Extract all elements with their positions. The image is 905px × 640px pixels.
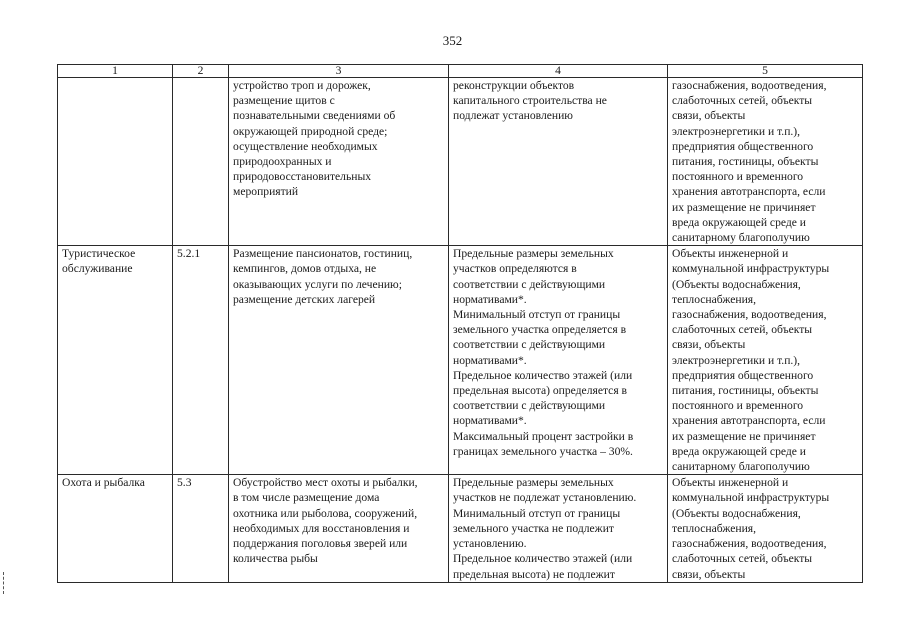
text-line: постоянного и временного — [672, 399, 804, 413]
text-line: Размещение пансионатов, гостиниц, — [233, 247, 413, 261]
text-line: теплоснабжения, — [672, 521, 757, 535]
text-line: санитарному благополучию — [672, 460, 810, 474]
text-line: Минимальный отступ от границы — [453, 506, 621, 520]
text-line: границах земельного участка – 30%. — [453, 444, 633, 458]
text-line: кемпингов, домов отдыха, не — [233, 262, 377, 276]
text-line: охотника или рыболова, сооружений, — [233, 506, 418, 520]
text-line: коммунальной инфраструктуры — [672, 491, 830, 505]
text-line: земельного участка определяется в — [453, 323, 627, 337]
text-line: установлению. — [453, 537, 527, 551]
text-line: санитарному благополучию — [672, 231, 810, 245]
text-line: количества рыбы — [233, 552, 318, 566]
text-line: соответствии с действующими — [453, 399, 606, 413]
text-line: газоснабжения, водоотведения, — [672, 308, 827, 322]
text-line: в том числе размещение дома — [233, 491, 380, 505]
text-line: предприятия общественного — [672, 368, 814, 382]
text-line: участков не подлежат установлению. — [453, 491, 637, 505]
text-line: Охота и рыбалка — [62, 476, 145, 490]
text-line: Предельное количество этажей (или — [453, 552, 633, 566]
text-line: слаботочных сетей, объекты — [672, 323, 813, 337]
text-line: соответствии с действующими — [453, 277, 606, 291]
text-line: Обустройство мест охоты и рыбалки, — [233, 476, 418, 490]
table-header-row — [58, 65, 863, 78]
use-code: 5.3 — [177, 476, 192, 490]
land-use-table — [57, 64, 863, 583]
use-name-cell — [58, 78, 173, 246]
auxiliary-uses-cell — [668, 475, 863, 582]
text-line: связи, объекты — [672, 338, 746, 352]
text-line: предельная высота) определяется в — [453, 384, 628, 398]
text-line: их размещение не причиняет — [672, 429, 816, 443]
text-line: хранения автотранспорта, если — [672, 185, 826, 199]
text-line: газоснабжения, водоотведения, — [672, 537, 827, 551]
text-line: обслуживание — [62, 262, 133, 276]
text-line: поддержания поголовья зверей или — [233, 537, 408, 551]
text-line: Предельные размеры земельных — [453, 247, 614, 261]
text-line: коммунальной инфраструктуры — [672, 262, 830, 276]
use-description-cell — [229, 475, 449, 582]
text-line: Предельные размеры земельных — [453, 476, 614, 490]
text-line: размещение щитов с — [233, 94, 335, 108]
text-line: электроэнергетики и т.п.), — [672, 353, 801, 367]
column-number-4: 4 — [449, 65, 668, 78]
text-line: нормативами*. — [453, 353, 527, 367]
use-code-cell — [173, 246, 229, 475]
text-line: слаботочных сетей, объекты — [672, 94, 813, 108]
text-line: нормативами*. — [453, 414, 527, 428]
text-line: электроэнергетики и т.п.), — [672, 124, 801, 138]
text-line: размещение детских лагерей — [233, 292, 376, 306]
text-line: природовосстановительных — [233, 170, 372, 184]
text-line: природоохранных и — [233, 155, 332, 169]
auxiliary-uses-cell — [668, 246, 863, 475]
page-number: 352 — [442, 33, 463, 48]
use-code-cell — [173, 475, 229, 582]
table-row — [58, 246, 863, 475]
table-row — [58, 78, 863, 246]
text-line: познавательными сведениями об — [233, 109, 396, 123]
text-line: мероприятий — [233, 185, 299, 199]
text-line: окружающей природной среде; — [233, 124, 388, 138]
text-line: питания, гостиницы, объекты — [672, 384, 819, 398]
text-line: связи, объекты — [672, 567, 746, 581]
text-line: реконструкции объектов — [453, 79, 575, 92]
scan-margin-mark — [3, 572, 9, 594]
text-line: подлежат установлению — [453, 109, 573, 123]
text-line: вреда окружающей среде и — [672, 215, 807, 229]
table-row — [58, 475, 863, 582]
use-code: 5.2.1 — [177, 247, 201, 261]
text-line: предельная высота) не подлежит — [453, 567, 615, 581]
column-number-3: 3 — [229, 65, 449, 78]
parameters-cell — [449, 475, 668, 582]
text-line: Предельное количество этажей (или — [453, 368, 633, 382]
text-line: (Объекты водоснабжения, — [672, 506, 801, 520]
text-line: нормативами*. — [453, 292, 527, 306]
text-line: земельного участка не подлежит — [453, 521, 614, 535]
text-line: необходимых для восстановления и — [233, 521, 410, 535]
use-name-cell — [58, 246, 173, 475]
use-description-cell — [229, 78, 449, 246]
text-line: Максимальный процент застройки в — [453, 429, 634, 443]
text-line: вреда окружающей среде и — [672, 444, 807, 458]
text-line: соответствии с действующими — [453, 338, 606, 352]
text-line: хранения автотранспорта, если — [672, 414, 826, 428]
column-number-1: 1 — [58, 65, 173, 78]
text-line: Объекты инженерной и — [672, 476, 789, 490]
text-line: их размещение не причиняет — [672, 200, 816, 214]
use-code-cell — [173, 78, 229, 246]
text-line: постоянного и временного — [672, 170, 804, 184]
column-number-2: 2 — [173, 65, 229, 78]
text-line: питания, гостиницы, объекты — [672, 155, 819, 169]
use-description-cell — [229, 246, 449, 475]
use-name-cell — [58, 475, 173, 582]
text-line: (Объекты водоснабжения, — [672, 277, 801, 291]
column-number-5: 5 — [668, 65, 863, 78]
parameters-cell — [449, 246, 668, 475]
text-line: капитального строительства не — [453, 94, 607, 108]
text-line: предприятия общественного — [672, 139, 814, 153]
parameters-cell — [449, 78, 668, 246]
text-line: слаботочных сетей, объекты — [672, 552, 813, 566]
text-line: Объекты инженерной и — [672, 247, 789, 261]
auxiliary-uses-cell — [668, 78, 863, 246]
text-line: осуществление необходимых — [233, 139, 378, 153]
text-line: газоснабжения, водоотведения, — [672, 79, 827, 92]
text-line: оказывающих услуги по лечению; — [233, 277, 402, 291]
text-line: устройство троп и дорожек, — [233, 79, 371, 92]
text-line: участков определяются в — [453, 262, 577, 276]
text-line: Туристическое — [62, 247, 136, 261]
text-line: теплоснабжения, — [672, 292, 757, 306]
text-line: связи, объекты — [672, 109, 746, 123]
text-line: Минимальный отступ от границы — [453, 308, 621, 322]
